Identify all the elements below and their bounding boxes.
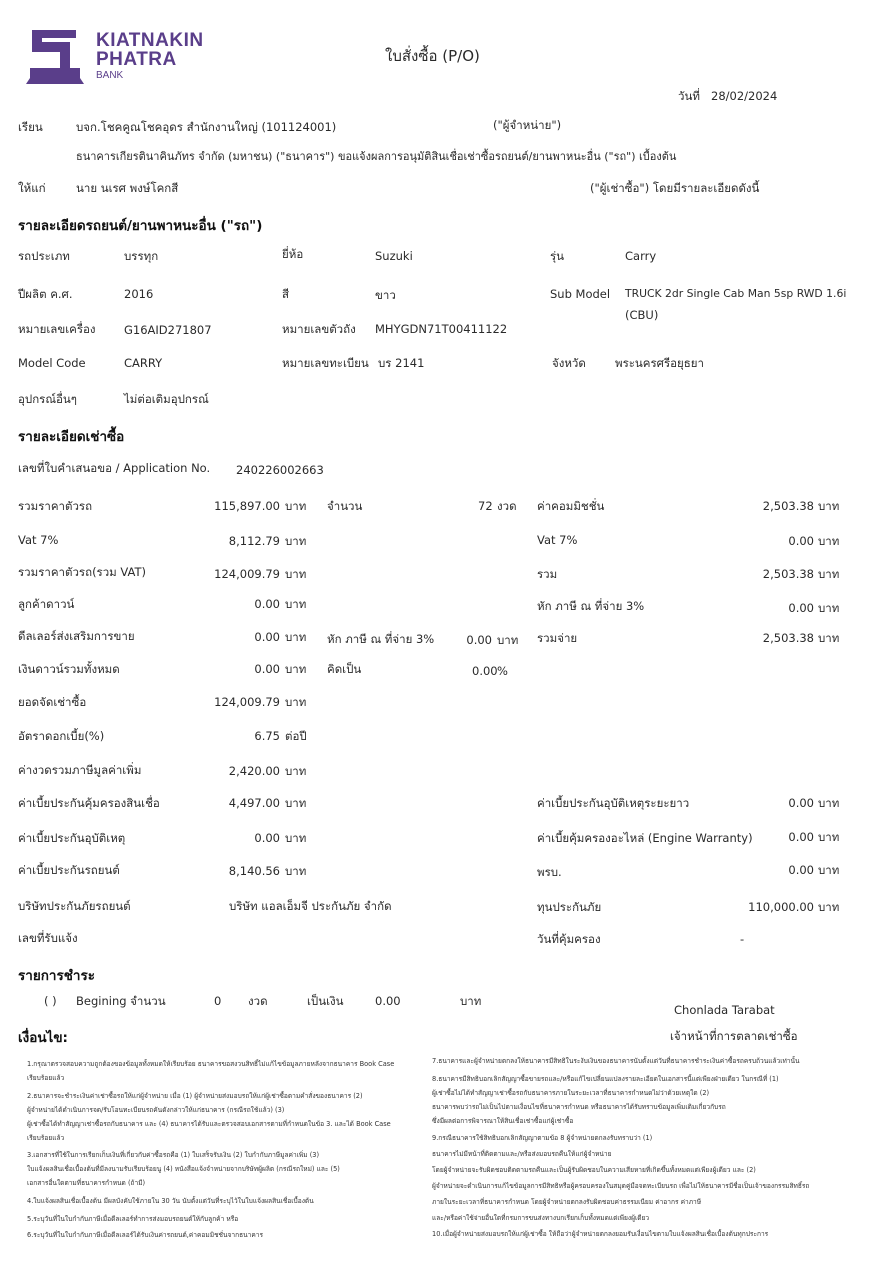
begin-unit: งวด (248, 994, 268, 1008)
dealer-note: ("ผู้จำหน่าย") (493, 118, 562, 132)
condition-line: ผู้จำหน่ายได้ดำเนินการจด/รับโอนทะเบียนรถคันดังกล่าวให้แก่ธนาคาร (กรณีรถใช้แล้ว) (3) (27, 1106, 285, 1114)
year-label: ปีผลิต ค.ศ. (18, 287, 73, 301)
term-value: 72 (478, 499, 493, 513)
commission-value: 2,503.38 (762, 499, 814, 513)
down-value: 0.00 (254, 597, 280, 611)
brand-label: ยี่ห้อ (282, 247, 304, 261)
model-label: รุ่น (550, 249, 565, 263)
submodel-label: Sub Model (550, 287, 611, 301)
intro-text: ธนาคารเกียรตินาคินภัทร จำกัด (มหาชน) ("ธนาคาร") ขอแจ้งผลการอนุมัติสินเชื่อเช่าซื้อรถยนต์/ยานพาหนะอื่น ("รถ") เบื้องต้น (76, 150, 677, 163)
baht-unit: บาท (285, 764, 307, 778)
condition-line: ผู้เช่าซื้อไม่ได้ทำสัญญาเช่าซื้อรถกับธนาคารภายในระยะเวลาที่ธนาคารกำหนดไม่ว่าด้วยเหตุใด (2) (432, 1089, 710, 1097)
condition-line: ธนาคารพบว่ารถไม่เป็นไปตามเงื่อนไขที่ธนาคารกำหนด หรือธนาคารได้รับทราบข้อมูลเพิ่มเติมเกี่ยวกับรถ (432, 1103, 726, 1111)
long-acc-value: 0.00 (788, 796, 814, 810)
condition-line: และ/หรือค่าใช้จ่ายอื่นใดที่กรมการขนส่งทางบกเรียกเก็บทั้งหมดแต่เพียงผู้เดียว (432, 1214, 650, 1222)
accessory-label: อุปกรณ์อื่นๆ (18, 392, 77, 406)
app-label: เลขที่ใบคำเสนอขอ / Application No. (18, 461, 211, 475)
comm-vat-value: 0.00 (788, 534, 814, 548)
accessory-value: ไม่ต่อเติมอุปกรณ์ (124, 392, 209, 406)
long-acc-label: ค่าเบี้ยประกันอุบัติเหตุระยะยาว (537, 796, 690, 810)
baht-unit: บาท (285, 695, 307, 709)
total-down-value: 0.00 (254, 662, 280, 676)
condition-line: 7.ธนาคารและผู้จำหน่ายตกลงให้ธนาคารมีสิทธิในระงับเงินของธนาคารนับตั้งแต่วันที่ธนาคารชำระเงินค่าซื้อรถครบถ้วนแล้วเท่านั้น (432, 1057, 800, 1065)
finance-label: ยอดจัดเช่าซื้อ (18, 695, 87, 709)
hirer-label: ให้แก่ (18, 181, 46, 195)
baht-unit: บาท (818, 534, 840, 548)
condition-line: โดยผู้จำหน่ายจะรับผิดชอบติดตามรถคืนและเป็นผู้รับผิดชอบในความเสียหายที่เกิดขึ้นทั้งหมดแต่เพียงผู้เดียว และ (2) (432, 1166, 756, 1174)
chassis-label: หมายเลขตัวถัง (282, 322, 356, 336)
amount-label: เป็นเงิน (307, 994, 344, 1008)
acc-ins-label: ค่าเบี้ยประกันอุบัติเหตุ (18, 831, 126, 845)
down-label: ลูกค้าดาวน์ (18, 597, 75, 611)
condition-line: 4.ใบแจ้งผลสินเชื่อเบื้องต้น มีผลบังคับใช้ภายใน 30 วัน นับตั้งแต่วันที่ระบุไว้ในใบแจ้งผลสินเชื่อเบื้องต้น (27, 1197, 314, 1205)
signer-role: เจ้าหน้าที่การตลาดเช่าซื้อ (670, 1029, 798, 1043)
insurer-value: บริษัท แอลเอ็มจี ประกันภัย จำกัด (229, 899, 392, 913)
coverage-date-value: - (740, 932, 745, 946)
credit-ins-label: ค่าเบี้ยประกันคุ้มครองสินเชื่อ (18, 796, 160, 810)
car-ins-value: 8,140.56 (228, 864, 280, 878)
baht-unit: บาท (285, 567, 307, 581)
comm-sum-label: รวม (537, 567, 558, 581)
brand-line1: KIATNAKIN (96, 30, 204, 51)
condition-line: เรียบร้อยแล้ว (27, 1074, 65, 1082)
term-unit: งวด (497, 499, 517, 513)
hirer-name: นาย นเรศ พงษ์โคกสี (76, 181, 179, 195)
total-down-label: เงินดาวน์รวมทั้งหมด (18, 662, 120, 676)
commission-label: ค่าคอมมิชชั่น (537, 499, 605, 513)
type-label: รถประเภท (18, 249, 70, 263)
baht-unit: บาท (285, 864, 307, 878)
cmi-label: พรบ. (537, 865, 562, 879)
condition-line: 1.กรุณาตรวจสอบความถูกต้องของข้อมูลทั้งหมดให้เรียบร้อย ธนาคารขอสงวนสิทธิ์ไม่แก้ไขข้อมูลภายหลังจากธนาคาร Book Case (27, 1060, 395, 1068)
province-label: จังหวัด (552, 356, 586, 370)
province-value: พระนครศรีอยุธยา (615, 356, 705, 370)
baht-unit: บาท (285, 534, 307, 548)
dealer-name: บจก.โชคคูณโชคอุดร สำนักงานใหญ่ (101124001) (76, 120, 337, 134)
sum-insured-value: 110,000.00 (748, 900, 814, 914)
baht-unit: บาท (285, 630, 307, 644)
price-vat-label: รวมราคาตัวรถ(รวม VAT) (18, 565, 147, 579)
comm-pay-value: 2,503.38 (762, 631, 814, 645)
brand-value: Suzuki (375, 249, 413, 263)
condition-line: 10.เมื่อผู้จำหน่ายส่งมอบรถให้แก่ผู้เช่าซื้อ ให้ถือว่าผู้จำหน่ายตกลงยอมรับเงื่อนไขตามใบแจ้งผลสินเชื่อเบื้องต้นทุกประการ (432, 1230, 769, 1238)
baht-unit: บาท (285, 831, 307, 845)
comm-wht-value: 0.00 (788, 601, 814, 615)
cmi-value: 0.00 (788, 863, 814, 877)
comm-sum-value: 2,503.38 (762, 567, 814, 581)
condition-line: เอกสารอื่นใดตามที่ธนาคารกำหนด (ถ้ามี) (27, 1179, 146, 1187)
engine-value: G16AID271807 (124, 323, 212, 337)
condition-line: 5.ระบุวันที่ในใบกำกับภาษีเมื่อดีลเลอร์ทำการส่งมอบรถยนต์ให้กับลูกค้า หรือ (27, 1215, 239, 1223)
bank-logo (26, 28, 90, 88)
type-value: บรรทุก (124, 249, 159, 263)
baht-unit: บาท (285, 499, 307, 513)
condition-line: ใบแจ้งผลสินเชื่อเบื้องต้นที่มีลงนามรับเรียบร้อยนู (4) หนังสือแจ้งจำหน่ายจากบริษัทผู้ผลิต (กรณีรถใหม่) และ (5) (27, 1165, 340, 1173)
modelcode-value: CARRY (124, 356, 163, 370)
vehicle-section-title: รายละเอียดรถยนต์/ยานพาหนะอื่น ("รถ") (18, 218, 263, 234)
condition-line: ผู้เช่าซื้อได้ทำสัญญาเช่าซื้อรถกับธนาคาร และ (4) ธนาคารได้รับและตรวจสอบเอกสารตามที่กำหนดในข้อ 3. และได้ Book Case (27, 1120, 391, 1128)
baht-unit: บาท (818, 863, 840, 877)
condition-line: 6.ระบุวันที่ในใบกำกับภาษีเมื่อดีลเลอร์ได้รับเงินค่ารถยนต์,ค่าคอมมิชชั่นจากธนาคาร (27, 1231, 263, 1239)
wht-label: หัก ภาษี ณ ที่จ่าย 3% (327, 632, 435, 646)
baht-unit: บาท (818, 830, 840, 844)
condition-line: 3.เอกสารที่ใช้ในการเรียกเก็บเงินที่เกี่ยวกับค่าซื้อรถคือ (1) ใบเสร็จรับเงิน (2) ใบกำกับภาษีมูลค่าเพิ่ม (3) (27, 1151, 320, 1159)
to-label: เรียน (18, 120, 43, 134)
car-ins-label: ค่าเบี้ยประกันรถยนต์ (18, 863, 120, 877)
begin-label: Begining จำนวน (76, 994, 166, 1008)
comm-vat-label: Vat 7% (537, 533, 578, 547)
baht-unit: บาท (818, 796, 840, 810)
chassis-value: MHYGDN71T00411122 (375, 322, 508, 336)
model-value: Carry (625, 249, 657, 263)
baht-unit: บาท (818, 900, 840, 914)
engine-warranty-value: 0.00 (788, 830, 814, 844)
price-label: รวมราคาตัวรถ (18, 499, 93, 513)
date-value: 28/02/2024 (711, 89, 778, 103)
condition-line: ผู้จำหน่ายจะดำเนินการแก้ไขข้อมูลการมีสิทธิหรือผู้ครอบครองในสมุดคู่มือจดทะเบียนรถ เพื่อไม่ให้ธนาคารมีชื่อเป็นเจ้าของกรรมสิทธิ์รถ (432, 1182, 810, 1190)
plate-label: หมายเลขทะเบียน (282, 356, 369, 370)
baht-unit: บาท (818, 499, 840, 513)
dealer-promo-value: 0.00 (254, 630, 280, 644)
baht-unit: บาท (818, 601, 840, 615)
condition-line: เรียบร้อยแล้ว (27, 1134, 65, 1142)
hirer-note: ("ผู้เช่าซื้อ") โดยมีรายละเอียดดังนี้ (590, 181, 760, 195)
conditions-title: เงื่อนไข: (18, 1030, 68, 1046)
condition-line: 2.ธนาคารจะชำระเงินค่าเช่าซื้อรถให้แก่ผู้จำหน่าย เมื่อ (1) ผู้จำหน่ายส่งมอบรถให้แก่ผู้เช่าซื้อตามคำสั่งของธนาคาร (2) (27, 1092, 363, 1100)
vat-value: 8,112.79 (228, 534, 280, 548)
wht-value: 0.00 (466, 633, 492, 647)
condition-line: 9.กรณีธนาคารใช้สิทธิบอกเลิกสัญญาตามข้อ 8 ผู้จำหน่ายตกลงรับทราบว่า (1) (432, 1134, 653, 1142)
baht-unit: บาท (497, 633, 519, 647)
condition-line: ธนาคารไม่มีหน้าที่ติดตามและ/หรือส่งมอบรถคืนให้แก่ผู้จำหน่าย (432, 1150, 612, 1158)
installment-label: ค่างวดรวมภาษีมูลค่าเพิ่ม (18, 763, 142, 777)
brand-line3: BANK (96, 70, 124, 81)
credit-ins-value: 4,497.00 (228, 796, 280, 810)
vat-label: Vat 7% (18, 533, 59, 547)
payment-section-title: รายการชำระ (18, 968, 95, 984)
comm-wht-label: หัก ภาษี ณ ที่จ่าย 3% (537, 599, 645, 613)
price-value: 115,897.00 (214, 499, 280, 513)
baht-unit: บาท (285, 597, 307, 611)
pct-unit: % (497, 664, 508, 678)
begin-count: 0 (214, 994, 222, 1008)
sum-insured-label: ทุนประกันภัย (537, 900, 602, 914)
date-label: วันที่ (678, 89, 700, 103)
dealer-promo-label: ดีลเลอร์ส่งเสริมการขาย (18, 629, 135, 643)
rate-unit: ต่อปี (285, 729, 307, 743)
submodel-value-2: (CBU) (625, 308, 659, 322)
coverage-date-label: วันที่คุ้มครอง (537, 932, 601, 946)
engine-warranty-label: ค่าเบี้ยคุ้มครองอะไหล่ (Engine Warranty) (537, 831, 753, 845)
app-number: 240226002663 (236, 463, 324, 477)
color-label: สี (282, 287, 290, 301)
submodel-value: TRUCK 2dr Single Cab Man 5sp RWD 1.6i (625, 287, 847, 300)
payment-checkbox[interactable]: ( ) (44, 994, 57, 1008)
condition-line: 8.ธนาคารมีสิทธิบอกเลิกสัญญาซื้อขายรถและ/หรือแก้ไขเปลี่ยนแปลงรายละเอียดในเอกสารนี้แต่เพียงฝ่ายเดียว ในกรณีที่ (1) (432, 1075, 779, 1083)
baht-unit: บาท (818, 631, 840, 645)
notice-label: เลขที่รับแจ้ง (18, 931, 78, 945)
pct-value: 0.00 (472, 664, 498, 678)
insurer-label: บริษัทประกันภัยรถยนต์ (18, 899, 131, 913)
comm-pay-label: รวมจ่าย (537, 631, 578, 645)
baht-unit: บาท (285, 662, 307, 676)
kkp-logo-icon (26, 28, 90, 84)
signer-name: Chonlada Tarabat (674, 1003, 775, 1017)
rate-label: อัตราดอกเบี้ย(%) (18, 729, 105, 743)
pct-label: คิดเป็น (327, 662, 362, 676)
plate-value: บร 2141 (378, 356, 425, 370)
lease-section-title: รายละเอียดเช่าซื้อ (18, 429, 125, 445)
rate-value: 6.75 (254, 729, 280, 743)
price-vat-value: 124,009.79 (214, 567, 280, 581)
condition-line: ซึ่งมีผลต่อการพิจารณาให้สินเชื่อเช่าซื้อแก่ผู้เช่าซื้อ (432, 1117, 574, 1125)
acc-ins-value: 0.00 (254, 831, 280, 845)
baht-unit: บาท (818, 567, 840, 581)
term-label: จำนวน (327, 499, 363, 513)
baht-unit: บาท (285, 796, 307, 810)
color-value: ขาว (375, 288, 396, 302)
amount-unit: บาท (460, 994, 482, 1008)
installment-value: 2,420.00 (228, 764, 280, 778)
finance-value: 124,009.79 (214, 695, 280, 709)
brand-line2: PHATRA (96, 49, 177, 70)
year-value: 2016 (124, 287, 154, 301)
condition-line: ภายในระยะเวลาที่ธนาคารกำหนด โดยผู้จำหน่ายตกลงรับผิดชอบค่าธรรมเนียม ค่าอากร ค่าภาษี (432, 1198, 702, 1206)
page-title: ใบสั่งซื้อ (P/O) (385, 47, 480, 65)
modelcode-label: Model Code (18, 356, 86, 370)
amount-value: 0.00 (375, 994, 401, 1008)
engine-label: หมายเลขเครื่อง (18, 322, 96, 336)
